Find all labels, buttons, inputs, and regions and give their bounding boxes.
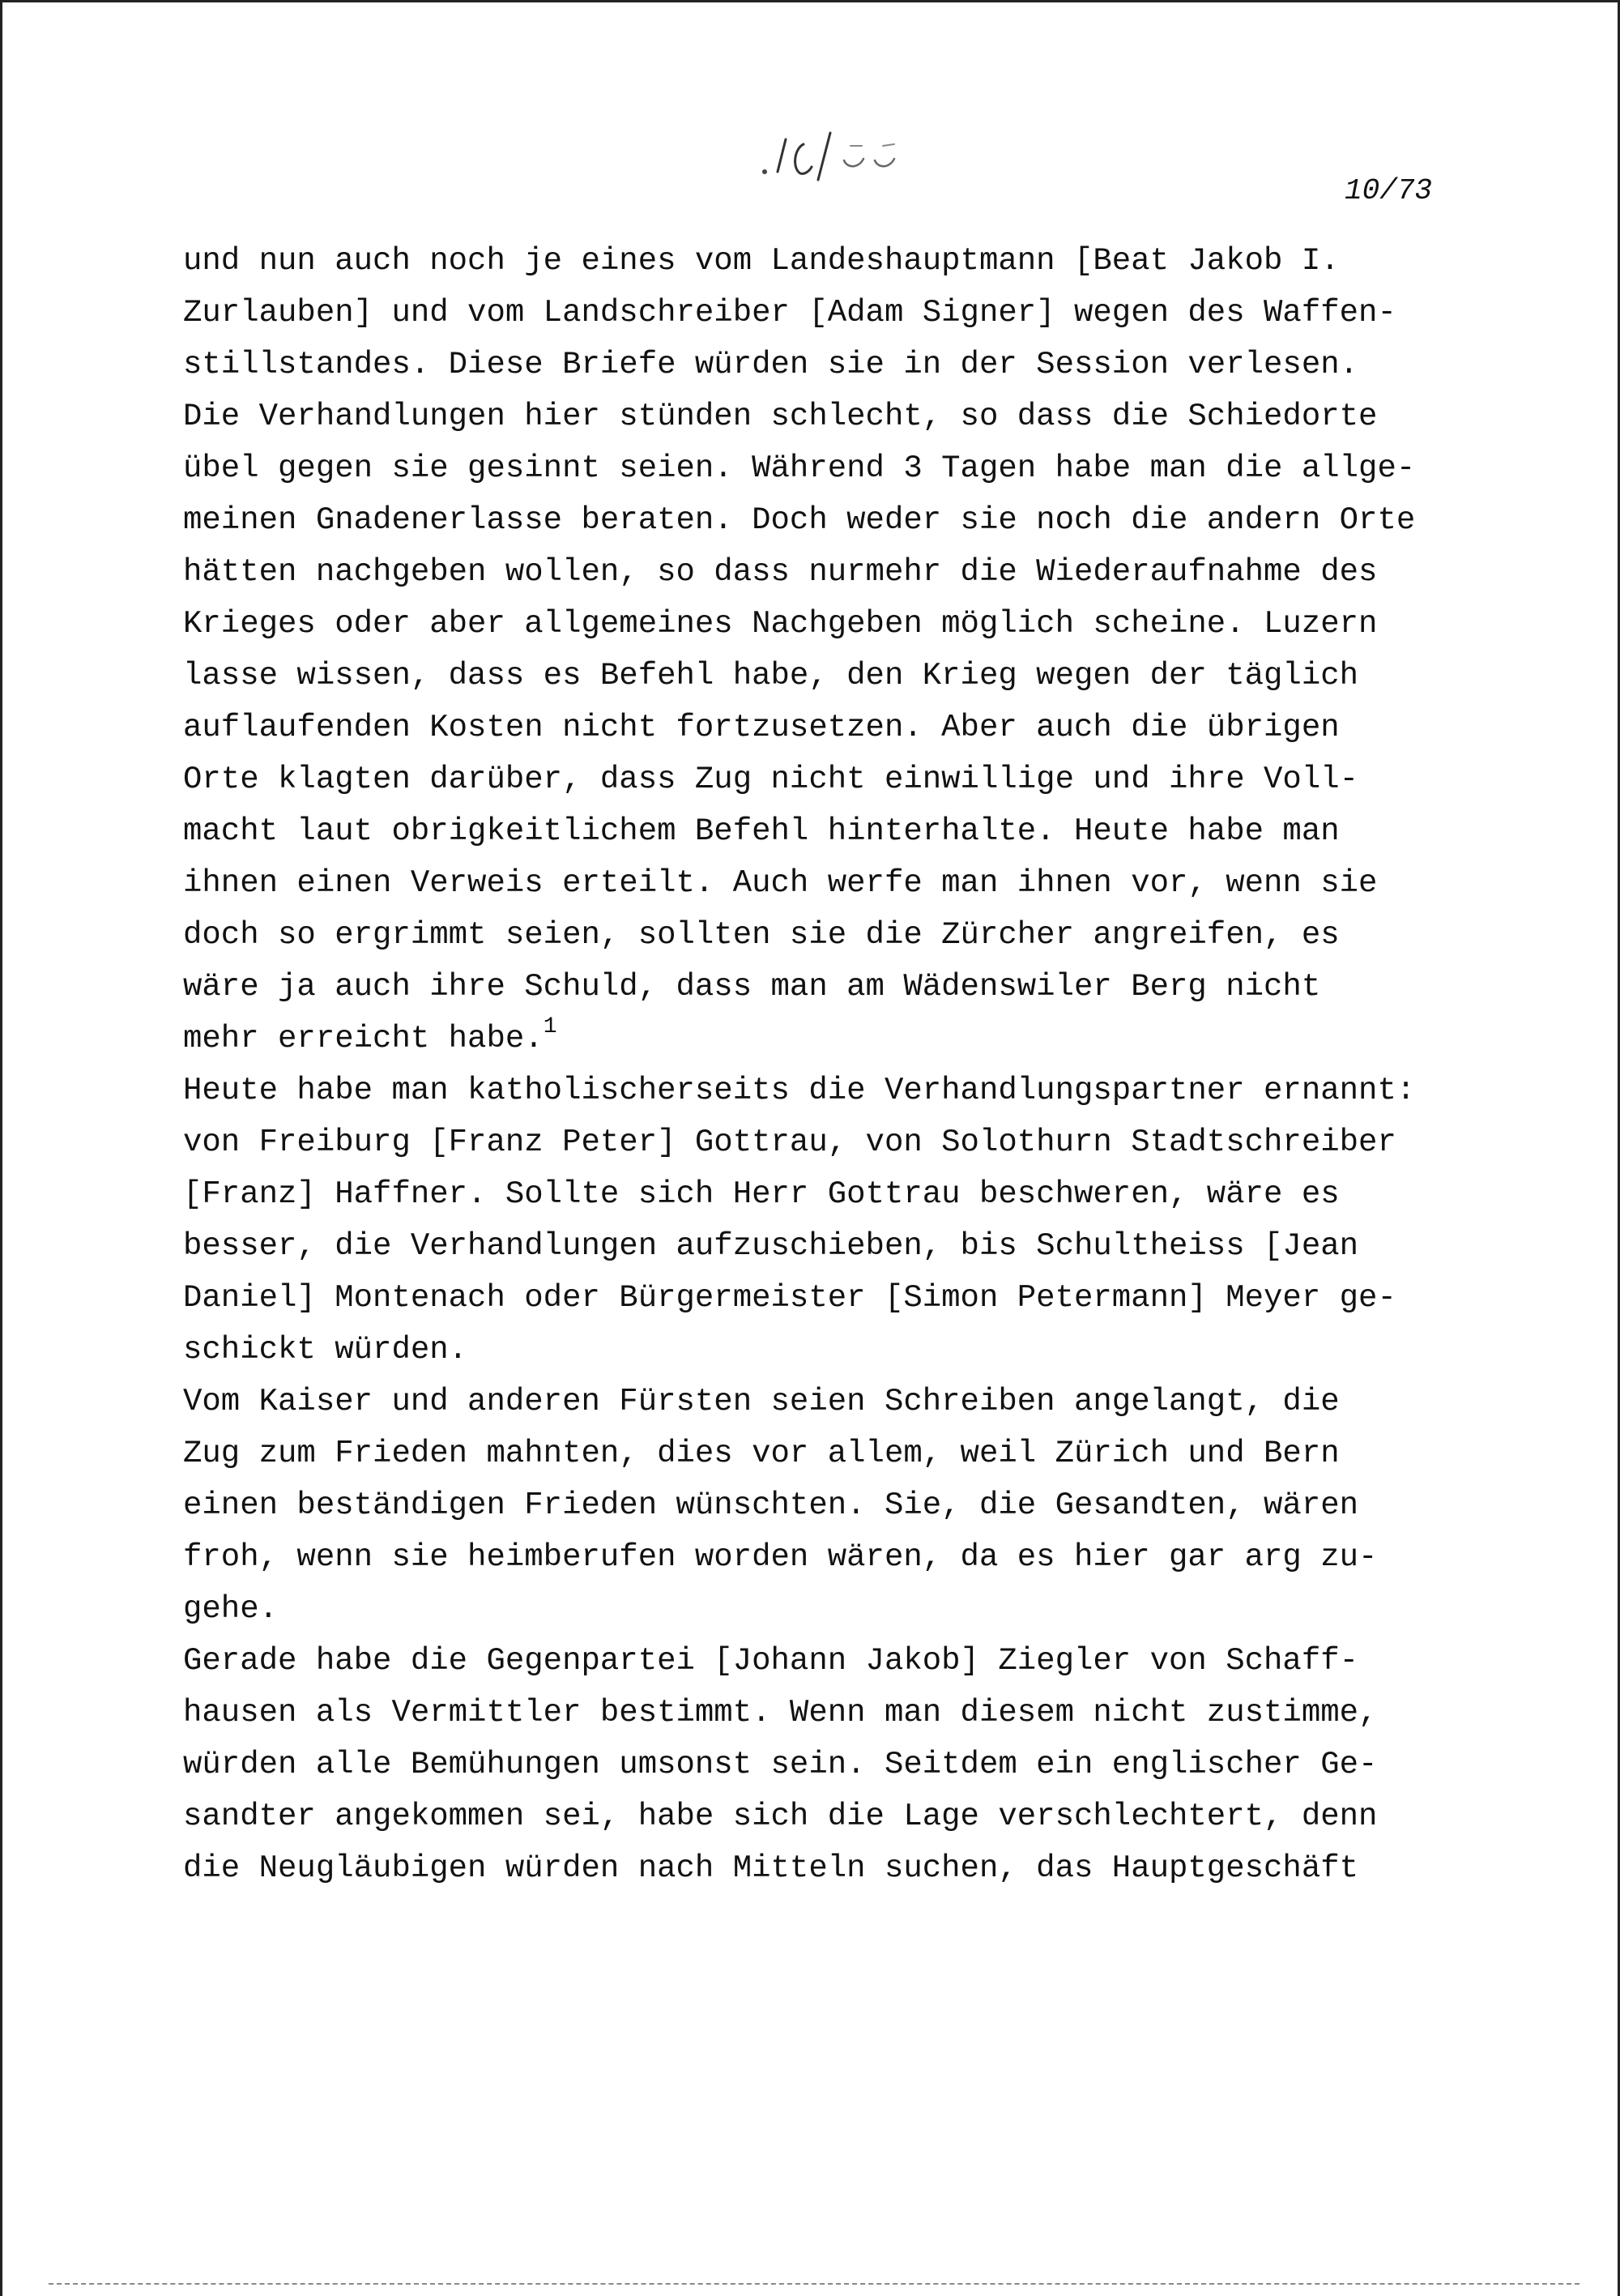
text-line: Daniel] Montenach oder Bürgermeister [Simon Petermann] Meyer ge- xyxy=(183,1280,1396,1316)
text-line: die Neugläubigen würden nach Mitteln suchen, das Hauptgeschäft xyxy=(183,1850,1359,1886)
text-line: Krieges oder aber allgemeines Nachgeben möglich scheine. Luzern xyxy=(183,606,1378,642)
text-line: ihnen einen Verweis erteilt. Auch werfe man ihnen vor, wenn sie xyxy=(183,865,1378,901)
text-line: [Franz] Haffner. Sollte sich Herr Gottrau beschweren, wäre es xyxy=(183,1176,1340,1212)
text-line: würden alle Bemühungen umsonst sein. Seitdem ein englischer Ge- xyxy=(183,1747,1378,1782)
text-line: und nun auch noch je eines vom Landeshauptmann [Beat Jakob I. xyxy=(183,243,1340,279)
text-line: sandter angekommen sei, habe sich die Lage verschlechtert, denn xyxy=(183,1799,1378,1834)
text-line: macht laut obrigkeitlichem Befehl hinterhalte. Heute habe man xyxy=(183,813,1340,849)
text-line: Vom Kaiser und anderen Fürsten seien Schreiben angelangt, die xyxy=(183,1384,1340,1419)
text-line: einen beständigen Frieden wünschten. Sie, die Gesandten, wären xyxy=(183,1487,1359,1523)
text-line: hausen als Vermittler bestimmt. Wenn man diesem nicht zustimme, xyxy=(183,1695,1378,1731)
text-line: schickt würden. xyxy=(183,1332,468,1368)
body-text xyxy=(183,235,1576,1894)
text-line: Orte klagten darüber, dass Zug nicht einwillige und ihre Voll- xyxy=(183,762,1359,797)
text-line: wäre ja auch ihre Schuld, dass man am Wädenswiler Berg nicht xyxy=(183,969,1321,1005)
scan-bottom-edge xyxy=(49,2283,1580,2285)
scan-border-left xyxy=(0,0,2,2296)
text-line: besser, die Verhandlungen aufzuschieben, bis Schultheiss [Jean xyxy=(183,1228,1359,1264)
text-line: auflaufenden Kosten nicht fortzusetzen. Aber auch die übrigen xyxy=(183,710,1340,745)
text-line: Die Verhandlungen hier stünden schlecht, so dass die Schiedorte xyxy=(183,399,1378,434)
text-line-with-footnote xyxy=(183,1013,1576,1065)
text-line: Zurlauben] und vom Landschreiber [Adam Signer] wegen des Waffen- xyxy=(183,295,1396,331)
text-line: Zug zum Frieden mahnten, dies vor allem, weil Zürich und Bern xyxy=(183,1436,1340,1471)
text-line: hätten nachgeben wollen, so dass nurmehr die Wiederaufnahme des xyxy=(183,554,1378,590)
text-line: doch so ergrimmt seien, sollten sie die Zürcher angreifen, es xyxy=(183,917,1340,953)
text-line: stillstandes. Diese Briefe würden sie in der Session verlesen. xyxy=(183,347,1359,382)
text-line: Gerade habe die Gegenpartei [Johann Jakob] Ziegler von Schaff- xyxy=(183,1643,1359,1679)
text-line: gehe. xyxy=(183,1591,279,1627)
text-line: meinen Gnadenerlasse beraten. Doch weder sie noch die andern Orte xyxy=(183,502,1416,538)
text-line: froh, wenn sie heimberufen worden wären, da es hier gar arg zu- xyxy=(183,1539,1378,1575)
text-line: von Freiburg [Franz Peter] Gottrau, von Solothurn Stadtschreiber xyxy=(183,1125,1396,1160)
footnote-marker: 1 xyxy=(543,1014,557,1039)
scan-border-top xyxy=(0,0,1620,2)
page-number: 10/73 xyxy=(1345,174,1433,207)
handwritten-mark xyxy=(753,122,932,194)
text-line: übel gegen sie gesinnt seien. Während 3 Tagen habe man die allge- xyxy=(183,450,1416,486)
text-line-content: mehr erreicht habe. xyxy=(183,1021,544,1056)
text-line: lasse wissen, dass es Befehl habe, den Krieg wegen der täglich xyxy=(183,658,1359,693)
text-line: Heute habe man katholischerseits die Verhandlungspartner ernannt: xyxy=(183,1073,1416,1108)
